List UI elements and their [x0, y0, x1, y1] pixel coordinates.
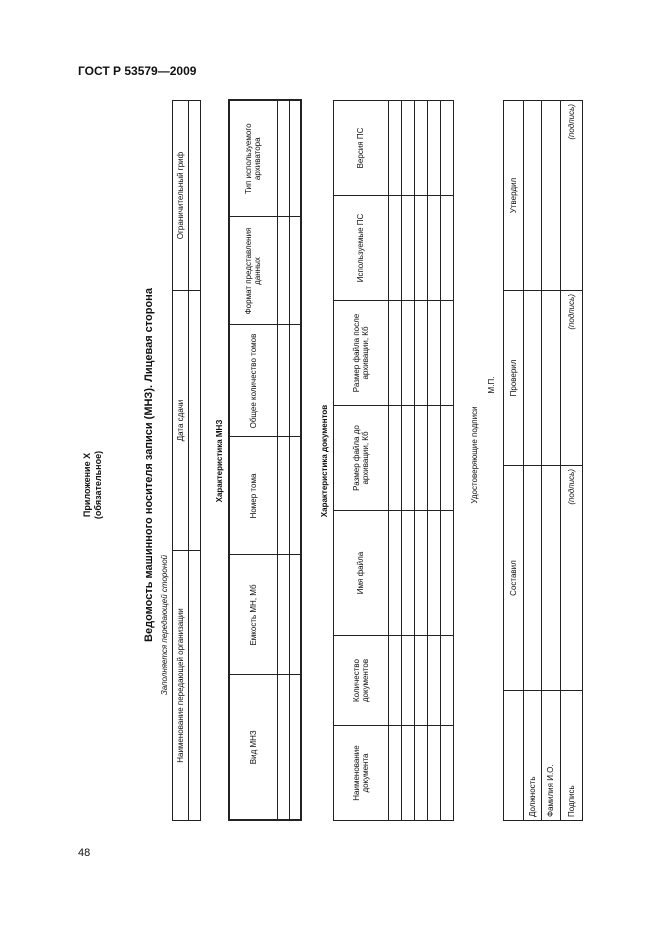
col-compiled: Составил — [504, 466, 524, 691]
col-size-before: Размер файла до архивации, Кб — [334, 406, 389, 511]
appendix-title: Приложение Х — [82, 452, 92, 518]
col-archiver-type: Тип используемого архиватора — [229, 100, 277, 217]
row-signature: Подпись — [560, 691, 582, 821]
col-org-name: Наименование передающей организации — [173, 551, 189, 821]
docs-section-title: Характеристика документов — [320, 404, 329, 518]
mnz-table — [228, 99, 302, 821]
stamp-label: М.П. — [487, 376, 496, 394]
signature-hint: (подпись) — [560, 466, 582, 691]
col-total-volumes: Общее количество томов — [229, 325, 277, 437]
mnz-section-title: Характеристика МНЗ — [215, 419, 224, 503]
document-code: ГОСТ Р 53579—2009 — [78, 64, 197, 78]
org-name-value[interactable] — [189, 551, 201, 821]
signature-hint: (подпись) — [560, 291, 582, 466]
appendix-subtitle: (обязательное) — [93, 450, 103, 520]
main-title: Ведомость машинного носителя записи (МНЗ). Лицевая сторона — [143, 288, 155, 642]
col-capacity: Емкость МН, Мб — [229, 555, 277, 675]
delivery-date-value[interactable] — [189, 291, 201, 551]
col-delivery-date: Дата сдачи — [173, 291, 189, 551]
col-software-version: Версия ПС — [334, 101, 389, 196]
col-restriction: Ограничительный гриф — [173, 101, 189, 291]
row-position: Должность — [524, 691, 542, 821]
col-data-format: Формат представления данных — [229, 217, 277, 325]
signatures-table — [503, 100, 583, 821]
signatures-title: Удостоверяющие подписи — [470, 406, 479, 504]
top-table — [172, 100, 201, 821]
col-doc-count: Количество документов — [334, 636, 389, 726]
col-approved: Утвердил — [504, 101, 524, 291]
row-full-name: Фамилия И.О. — [542, 691, 560, 821]
signature-hint: (подпись) — [560, 101, 582, 291]
restriction-value[interactable] — [189, 101, 201, 291]
rotated-form — [40, 35, 640, 855]
page-number: 48 — [78, 847, 91, 859]
col-software: Используемые ПС — [334, 196, 389, 301]
col-size-after: Размер файла после архивации, Кб — [334, 301, 389, 406]
filled-note: Заполняется передающей стороной — [160, 554, 169, 696]
docs-table — [333, 100, 454, 821]
col-file-name: Имя файла — [334, 511, 389, 636]
col-doc-name: Наименование документа — [334, 726, 389, 821]
col-mnz-type: Вид МНЗ — [229, 675, 277, 820]
col-checked: Проверил — [504, 291, 524, 466]
col-volume-number: Номер тома — [229, 437, 277, 555]
